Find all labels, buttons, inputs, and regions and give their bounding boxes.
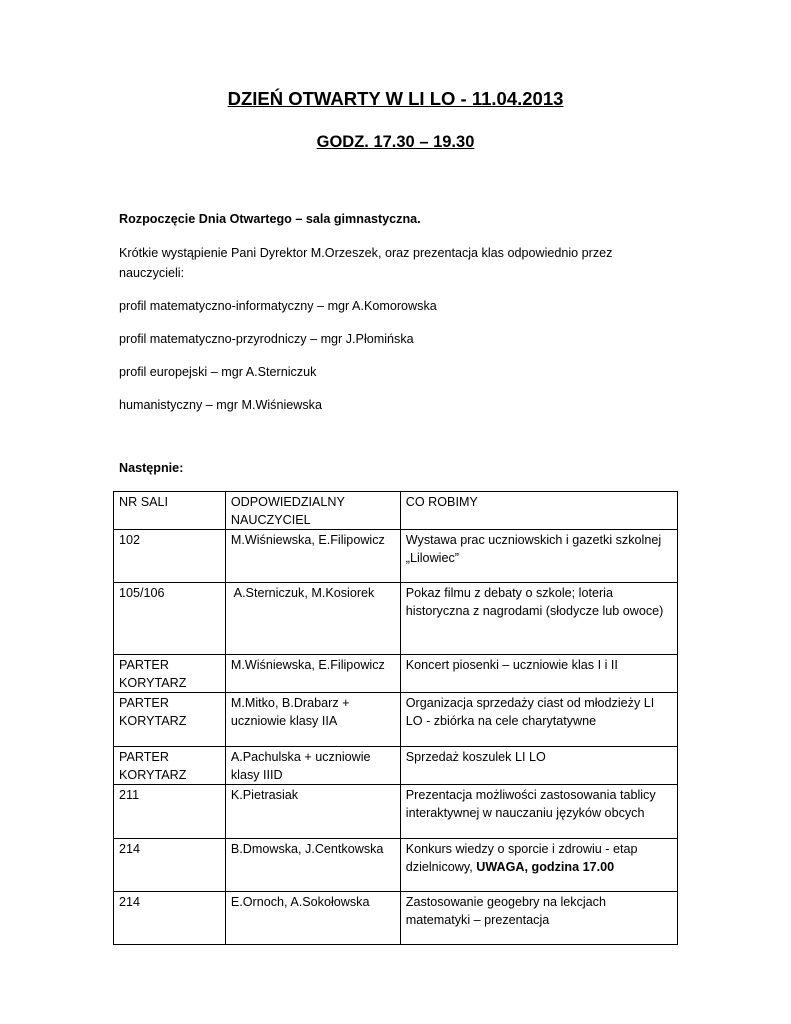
table-row bbox=[114, 693, 678, 747]
table-row bbox=[114, 530, 678, 583]
profile-line: profil matematyczno-przyrodniczy – mgr J.Płomińska bbox=[119, 332, 414, 346]
room-cell: 214 bbox=[114, 892, 226, 945]
room-cell: PARTER KORYTARZ bbox=[114, 747, 226, 785]
activity-text: Zastosowanie geogebry na lekcjach matematyki – prezentacja bbox=[405, 895, 606, 927]
table-row bbox=[114, 583, 678, 655]
activity-text: Prezentacja możliwości zastosowania tablicy interaktywnej w nauczaniu języków obcych bbox=[405, 788, 656, 820]
speech-line-1: Krótkie wystąpienie Pani Dyrektor M.Orzeszek, oraz prezentacja klas odpowiednio przez bbox=[119, 246, 613, 260]
page-title: DZIEŃ OTWARTY W LI LO - 11.04.2013 bbox=[227, 88, 564, 109]
teacher-cell: B.Dmowska, J.Centkowska bbox=[225, 839, 400, 892]
table-row bbox=[114, 839, 678, 892]
activity-text: Konkurs wiedzy o sporcie i zdrowiu - etap dzielnicowy, bbox=[405, 842, 638, 874]
activity-cell bbox=[400, 839, 677, 892]
page-subtitle: GODZ. 17.30 – 19.30 bbox=[316, 133, 475, 151]
header-teacher: ODPOWIEDZIALNY NAUCZYCIEL bbox=[225, 492, 400, 530]
table-row bbox=[114, 892, 678, 945]
teacher-cell: A.Sterniczuk, M.Kosiorek bbox=[225, 583, 400, 655]
activity-bold-note: UWAGA, godzina 17.00 bbox=[476, 860, 615, 874]
activity-cell bbox=[400, 747, 677, 785]
table-row bbox=[114, 655, 678, 693]
activity-cell bbox=[400, 892, 677, 945]
profile-line: humanistyczny – mgr M.Wiśniewska bbox=[119, 398, 322, 412]
speech-line-2: nauczycieli: bbox=[119, 266, 185, 280]
activity-cell bbox=[400, 693, 677, 747]
opening-line: Rozpoczęcie Dnia Otwartego – sala gimnastyczna. bbox=[119, 212, 421, 226]
table-header-row bbox=[114, 492, 678, 530]
activity-cell bbox=[400, 583, 677, 655]
activity-text: Wystawa prac uczniowskich i gazetki szkolnej „Lilowiec” bbox=[405, 533, 662, 565]
activity-cell bbox=[400, 530, 677, 583]
teacher-cell: K.Pietrasiak bbox=[225, 785, 400, 839]
profile-line: profil europejski – mgr A.Sterniczuk bbox=[119, 365, 317, 379]
profile-line: profil matematyczno-informatyczny – mgr A.Komorowska bbox=[119, 299, 437, 313]
teacher-cell: M.Wiśniewska, E.Filipowicz bbox=[225, 530, 400, 583]
room-cell: PARTER KORYTARZ bbox=[114, 693, 226, 747]
room-cell: 102 bbox=[114, 530, 226, 583]
activity-cell bbox=[400, 655, 677, 693]
next-label: Następnie: bbox=[119, 461, 184, 475]
activity-text: Organizacja sprzedaży ciast od młodzieży LI LO - zbiórka na cele charytatywne bbox=[405, 696, 655, 728]
header-activity: CO ROBIMY bbox=[400, 492, 677, 530]
table-row bbox=[114, 785, 678, 839]
schedule-table bbox=[113, 491, 678, 945]
table-row bbox=[114, 747, 678, 785]
teacher-cell: A.Pachulska + uczniowie klasy IIID bbox=[225, 747, 400, 785]
room-cell: 105/106 bbox=[114, 583, 226, 655]
room-cell: 214 bbox=[114, 839, 226, 892]
header-room: NR SALI bbox=[114, 492, 226, 530]
teacher-cell: M.Mitko, B.Drabarz + uczniowie klasy IIA bbox=[225, 693, 400, 747]
activity-cell bbox=[400, 785, 677, 839]
teacher-cell: E.Ornoch, A.Sokołowska bbox=[225, 892, 400, 945]
room-cell: PARTER KORYTARZ bbox=[114, 655, 226, 693]
activity-text: Koncert piosenki – uczniowie klas I i II bbox=[405, 658, 618, 672]
room-cell: 211 bbox=[114, 785, 226, 839]
activity-text: Sprzedaż koszulek LI LO bbox=[405, 750, 546, 764]
activity-text: Pokaz filmu z debaty o szkole; loteria historyczna z nagrodami (słodycze lub owoce) bbox=[405, 586, 664, 618]
teacher-cell: M.Wiśniewska, E.Filipowicz bbox=[225, 655, 400, 693]
